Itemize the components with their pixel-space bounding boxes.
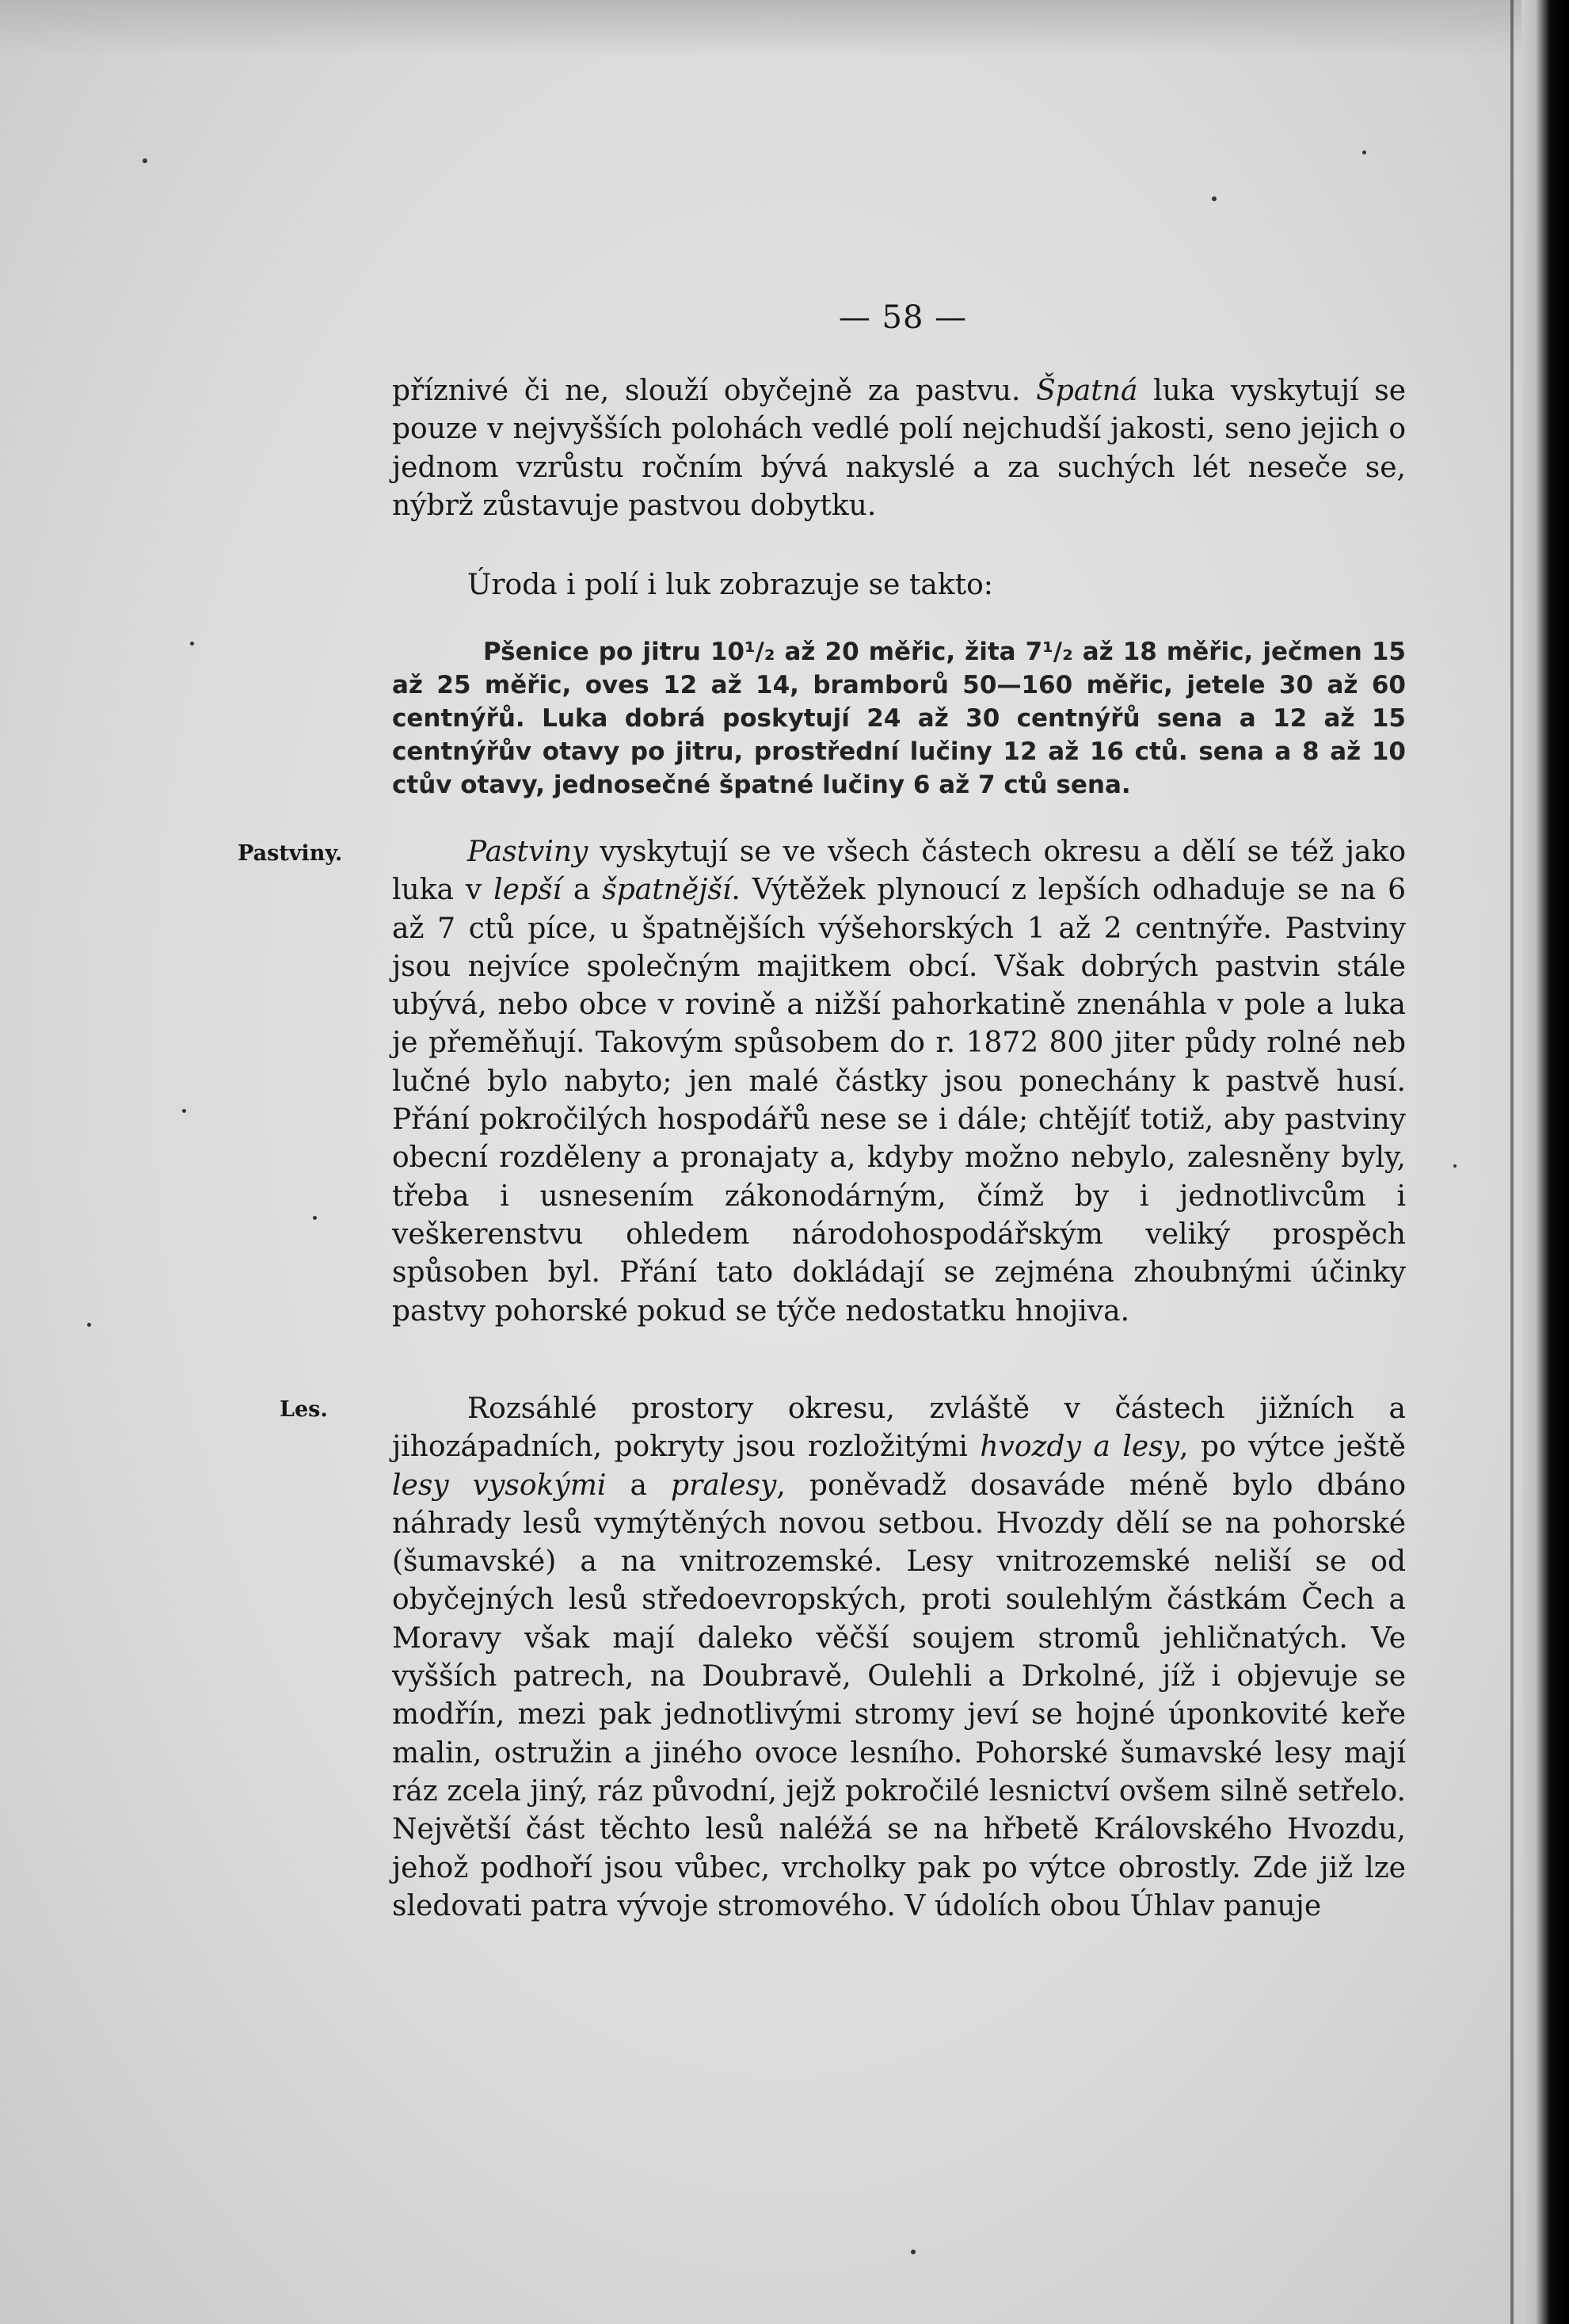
scan-speck — [87, 1323, 91, 1327]
scan-speck — [1212, 196, 1217, 201]
scan-speck — [911, 2250, 916, 2254]
binding-line — [1510, 0, 1514, 2324]
page-number: — 58 — — [838, 299, 968, 336]
scan-speck — [1362, 150, 1366, 154]
paragraph-2: Úroda i polí i luk zobrazuje se takto: — [467, 569, 993, 601]
paragraph-pastviny: Pastviny vyskytují se ve všech částech okresu a dělí se též jako luka v lepší a špatnější. Výtěžek plynoucí z lepších odhaduje se na 6 až 7 ctů píce, u špatnějších výšehorských 1 až 2 centnýře. Pastviny jsou nejvíce společným majitkem obcí. Však dobrých pastvin stále ubývá, nebo obce v rovině a nižší pahorkatině znenáhla v pole a luka je přeměňují. Takovým spůsobem do r. 1872 800 jiter půdy rolné neb lučné bylo nabyto; jen malé částky jsou ponechány k pastvě husí. Přání pokročilých hospodářů nese se i dále; chtějíť totiž, aby pastviny obecní rozděleny a pronajaty a, kdyby možno nebylo, zalesněny byly, třeba i usnesením zákonodárným, čímž by i jednotlivcům i veškerenstvu ohledem národohospodářským veliký prospěch spůsoben byl. Přání tato dokládají se zejména zhoubnými účinky pastvy pohorské pokud se týče nedostatku hnojiva. — [392, 836, 1406, 1328]
paragraph-les: Rozsáhlé prostory okresu, zvláště v částech jižních a jihozápadních, pokryty jsou rozložitými hvozdy a lesy, po výtce ještě lesy vysokými a pralesy, poněvadž dosaváde méně bylo dbáno náhrady lesů vymýtěných novou setbou. Hvozdy dělí se na pohorské (šumavské) a na vnitrozemské. Lesy vnitrozemské neliší se od obyčejných lesů středoevropských, proti soulehlým částkám Čech a Moravy však mají daleko věčší soujem stromů jehličnatých. Ve vyšších patrech, na Doubravě, Oulehli a Drkolné, jíž i objevuje se modřín, mezi pak jednotlivými stromy jeví se hojné úponkovité keře malin, ostružin a jiného ovoce lesního. Pohorské šumavské lesy mají ráz zcela jiný, ráz původní, jejž pokročilé lesnictví ovšem silně setřelo. Největší část těchto lesů naléžá se na hřbetě Královského Hvozdu, jehož podhoří jsou vůbec, vrcholky pak po výtce obrostly. Zde již lze sledovati patra vývoje stromového. V údolích obou Úhlav panuje — [392, 1392, 1407, 1922]
scan-speck — [1453, 1164, 1457, 1168]
scan-speck — [313, 1216, 317, 1220]
paragraph-1: příznivé či ne, slouží obyčejně za pastvu. Špatná luka vyskytují se pouze v nejvyšších polohách vedlé polí nejchudší jakosti, seno jejich o jednom vzrůstu ročním bývá nakyslé a za suchých lét neseče se, nýbrž zůstavuje pastvou dobytku. — [392, 375, 1407, 522]
scan-speck — [143, 158, 147, 163]
paragraph-yields: Pšenice po jitru 10¹/₂ až 20 měřic, žita 7¹/₂ až 18 měřic, ječmen 15 až 25 měřic, oves 12 až 14, bramborů 50—160 měřic, jetele 30 až 60 centnýřů. Luka dobrá poskytují 24 až 30 centnýřů sena a 12 až 15 centnýřův otavy po jitru, prostřední lučiny 12 až 16 ctů. sena a 8 až 10 ctův otavy, jednosečné špatné lučiny 6 až 7 ctů sena. — [392, 638, 1406, 799]
scan-speck — [190, 642, 194, 646]
scan-speck — [182, 1109, 186, 1113]
margin-label-pastviny: Pastviny. — [238, 841, 343, 866]
margin-label-les: Les. — [280, 1397, 328, 1422]
page-top-shadow — [0, 0, 1569, 55]
page-right-edge — [1521, 0, 1569, 2324]
